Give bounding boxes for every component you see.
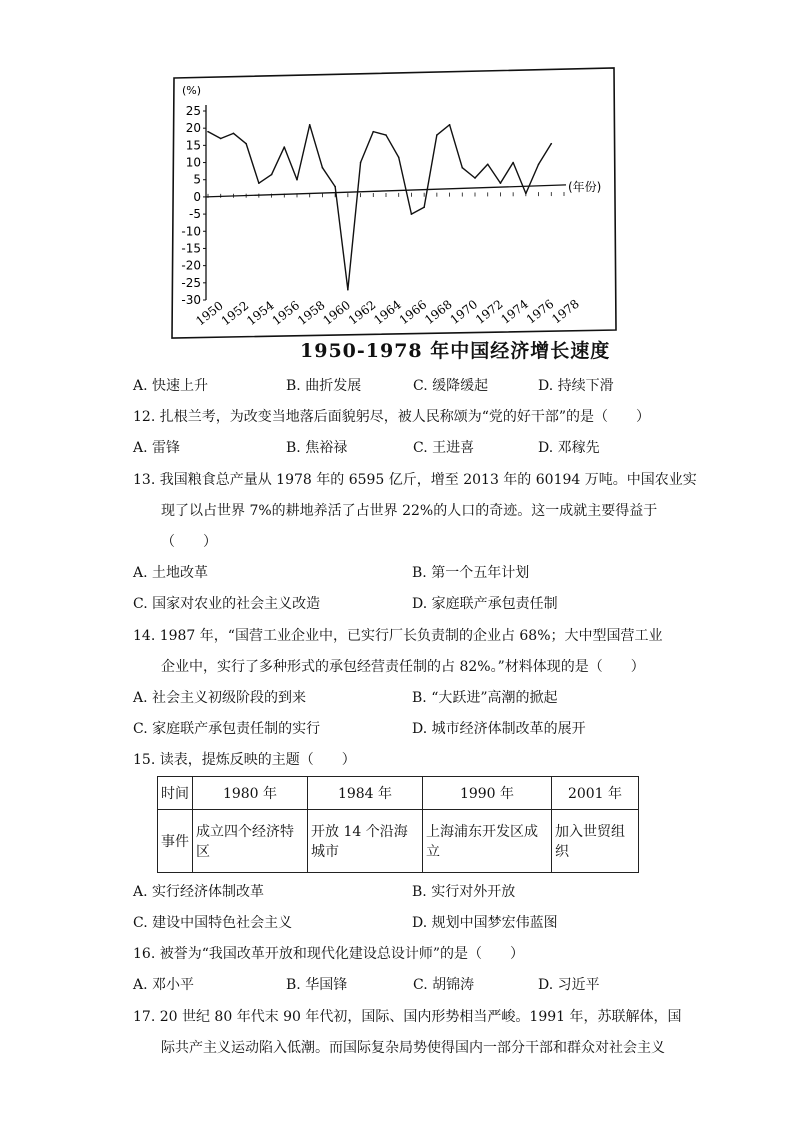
x-tick-label: 1972 (472, 297, 506, 327)
q15-option-d[interactable]: D. 规划中国梦宏伟蓝图 (412, 915, 558, 931)
growth-chart (168, 64, 618, 364)
q15-option-b[interactable]: B. 实行对外开放 (412, 884, 516, 900)
data-point (360, 162, 362, 164)
x-tick-label: 1970 (447, 297, 481, 327)
y-tick-label: 20 (185, 121, 201, 136)
table-cell: 1984 年 (308, 777, 423, 810)
data-point (538, 163, 540, 165)
y-tick-label: -25 (181, 275, 201, 290)
data-point (271, 174, 273, 176)
q13-option-c[interactable]: C. 国家对农业的社会主义改造 (133, 596, 321, 612)
x-tick-label: 1968 (422, 297, 455, 328)
x-tick-label: 1964 (371, 297, 404, 328)
x-tick-label: 1976 (523, 296, 557, 327)
data-point (347, 289, 349, 291)
q15-table (157, 776, 639, 873)
data-point (309, 124, 311, 126)
x-tick-label: 1978 (549, 296, 582, 327)
data-point (500, 182, 502, 184)
q17-stem-line1: 17. 20 世纪 80 年代末 90 年代初，国际、国内形势相当严峻。1991 年，苏联解体，国 (133, 1009, 682, 1025)
q11-option-d[interactable]: D. 持续下滑 (538, 378, 614, 394)
y-tick-label: 25 (185, 104, 201, 118)
table-row (158, 810, 639, 873)
y-tick-label: 10 (185, 155, 201, 170)
x-tick-label: 1958 (294, 297, 328, 328)
q15-option-a[interactable]: A. 实行经济体制改革 (133, 884, 265, 900)
q13-stem-line3: （ ） (161, 534, 217, 550)
q12-option-a[interactable]: A. 雷锋 (133, 440, 181, 456)
x-tick-label: 1966 (396, 297, 430, 328)
q11-option-a[interactable]: A. 快速上升 (133, 378, 209, 394)
y-tick-label: -5 (189, 207, 201, 222)
q14-option-a[interactable]: A. 社会主义初级阶段的到来 (133, 690, 307, 706)
q11-option-b[interactable]: B. 曲折发展 (286, 378, 362, 394)
y-tick-label: 5 (193, 172, 201, 187)
table-cell: 上海浦东开发区成立 (423, 810, 552, 873)
q12-option-d[interactable]: D. 邓稼先 (538, 440, 600, 456)
q14-option-c[interactable]: C. 家庭联产承包责任制的实行 (133, 721, 321, 737)
q14-stem-line2: 企业中，实行了多种形式的承包经营责任制的占 82%。”材料体现的是（ ） (161, 659, 645, 675)
table-cell: 成立四个经济特区 (193, 810, 308, 873)
q13-stem-line2: 现了以占世界 7%的耕地养活了占世界 22%的人口的奇迹。这一成就主要得益于 (161, 503, 658, 519)
table-cell: 事件 (158, 810, 193, 873)
q13-option-a[interactable]: A. 土地改革 (133, 565, 209, 581)
data-point (487, 163, 489, 165)
chart-svg (168, 64, 618, 344)
q14-stem-line1: 14. 1987 年，“国营工业企业中，已实行厂长负责制的企业占 68%；大中型国营工业 (133, 628, 663, 644)
table-cell: 1990 年 (423, 777, 552, 810)
data-point (461, 167, 463, 169)
q12-option-b[interactable]: B. 焦裕禄 (286, 440, 348, 456)
data-point (550, 143, 552, 145)
x-tick-label: 1952 (218, 298, 252, 329)
chart-title: 1950-1978 年中国经济增长速度 (300, 340, 611, 362)
table-header-row (158, 777, 639, 810)
data-point (385, 134, 387, 136)
table-cell: 时间 (158, 777, 193, 810)
x-axis-label: (年份) (568, 179, 602, 194)
y-tick-label: -15 (181, 241, 201, 256)
q14-option-d[interactable]: D. 城市经济体制改革的展开 (412, 721, 586, 737)
y-tick-label: 15 (185, 138, 201, 153)
data-point (525, 193, 527, 195)
q13-option-b[interactable]: B. 第一个五年计划 (412, 565, 530, 581)
data-point (512, 162, 514, 164)
data-point (207, 131, 209, 133)
q13-stem-line1: 13. 我国粮食总产量从 1978 年的 6595 亿斤，增至 2013 年的 60194 万吨。中国农业实 (133, 472, 697, 488)
x-tick-label: 1962 (345, 297, 379, 328)
q15-option-c[interactable]: C. 建设中国特色社会主义 (133, 915, 293, 931)
growth-series-line (208, 125, 551, 290)
data-point (283, 146, 285, 148)
data-point (398, 157, 400, 159)
q16-option-d[interactable]: D. 习近平 (538, 977, 600, 993)
data-point (436, 134, 438, 136)
table-cell: 开放 14 个沿海城市 (308, 810, 423, 873)
table-cell: 加入世贸组织 (552, 810, 639, 873)
data-point (220, 138, 222, 140)
q16-option-c[interactable]: C. 胡锦涛 (413, 977, 475, 993)
x-tick-label: 1950 (193, 298, 226, 329)
q15-stem: 15. 读表，提炼反映的主题（ ） (133, 752, 356, 768)
q14-option-b[interactable]: B. “大跃进”高潮的掀起 (412, 690, 558, 706)
data-point (372, 131, 374, 133)
data-point (334, 186, 336, 188)
data-point (258, 182, 260, 184)
data-point (411, 213, 413, 215)
x-tick-label: 1954 (244, 298, 277, 329)
q17-stem-line2: 际共产主义运动陷入低潮。而国际复杂局势使得国内一部分干部和群众对社会主义 (161, 1040, 665, 1056)
x-tick-label: 1974 (498, 296, 532, 327)
y-tick-label: -20 (181, 258, 201, 273)
data-point (423, 206, 425, 208)
data-point (296, 179, 298, 181)
data-point (449, 124, 451, 126)
q16-stem: 16. 被誉为“我国改革开放和现代化建设总设计师”的是（ ） (133, 946, 525, 962)
q11-option-c[interactable]: C. 缓降缓起 (413, 378, 489, 394)
y-tick-label: -30 (181, 293, 201, 307)
q16-option-b[interactable]: B. 华国锋 (286, 977, 348, 993)
q13-option-d[interactable]: D. 家庭联产承包责任制 (412, 596, 558, 612)
q12-stem: 12. 扎根兰考，为改变当地落后面貌躬尽，被人民称颂为“党的好干部”的是（ ） (133, 409, 651, 425)
table-cell: 2001 年 (552, 777, 639, 810)
data-point (474, 177, 476, 179)
y-axis-label: (%) (182, 84, 202, 97)
data-point (245, 143, 247, 145)
q12-option-c[interactable]: C. 王进喜 (413, 440, 475, 456)
data-point (322, 167, 324, 169)
q16-option-a[interactable]: A. 邓小平 (133, 977, 195, 993)
data-point (233, 133, 235, 135)
x-tick-label: 1960 (320, 297, 354, 328)
y-tick-label: -10 (181, 224, 201, 239)
x-tick-label: 1956 (269, 298, 303, 328)
y-tick-label: 0 (193, 189, 201, 204)
table-cell: 1980 年 (193, 777, 308, 810)
